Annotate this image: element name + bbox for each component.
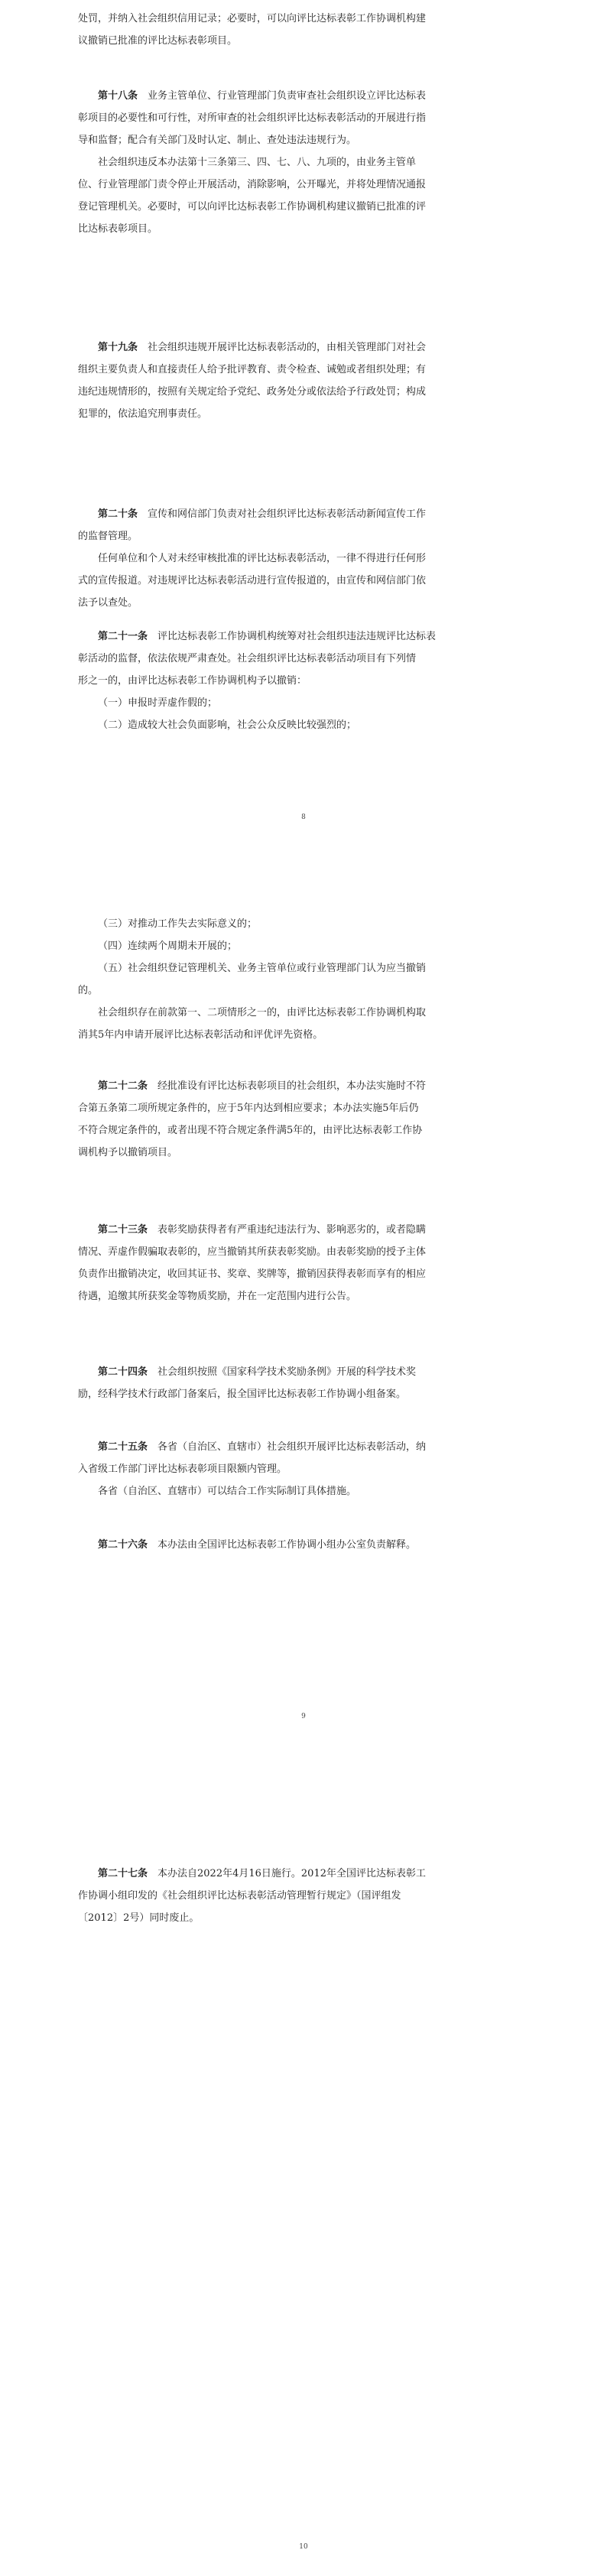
text-line: 的。 (78, 985, 99, 996)
text-line: 导和监督；配合有关部门及时认定、制止、查处违法违规行为。 (78, 135, 357, 146)
paragraph-block (78, 913, 537, 1046)
text-line (78, 1361, 537, 1383)
article-heading: 第二十二条 (98, 1080, 148, 1092)
text-line (78, 336, 537, 359)
text-line: 社会组织存在前款第一、二项情形之一的，由评比达标表彰工作协调机构取 (98, 1007, 427, 1018)
article-heading: 第二十五条 (98, 1441, 148, 1453)
text-line: 彰活动的监督，依法依规严肃查处。社会组织评比达标表彰活动项目有下列情 (78, 653, 417, 664)
text-line: 任何单位和个人对未经审核批准的评比达标表彰活动，一律不得进行任何形 (98, 553, 427, 564)
text-line: 登记管理机关。必要时，可以向评比达标表彰工作协调机构建议撤销已批准的评 (78, 201, 427, 213)
article-text: 本办法自2022年4月16日施行。2012年全国评比达标表彰工 (148, 1868, 426, 1879)
article-heading: 第二十六条 (98, 1539, 148, 1551)
text-line: 社会组织违反本办法第十三条第三、四、七、八、九项的，由业务主管单 (98, 157, 417, 168)
document-page-10 (0, 1727, 607, 2576)
text-line (78, 503, 537, 525)
text-line: 式的宣传报道。对违规评比达标表彰活动进行宣传报道的，由宣传和网信部门依 (78, 575, 427, 586)
page-number: 9 (301, 1713, 306, 1720)
document-page-8 (0, 0, 607, 832)
article-20 (78, 503, 537, 614)
article-heading: 第二十七条 (98, 1868, 148, 1879)
text-line: 法予以查处。 (78, 597, 138, 609)
article-27 (78, 1863, 537, 1929)
article-heading: 第十八条 (98, 90, 138, 102)
list-item: （五）社会组织登记管理机关、业务主管单位或行业管理部门认为应当撤销 (98, 963, 427, 974)
article-19 (78, 336, 537, 425)
list-item: （二）造成较大社会负面影响，社会公众反映比较强烈的； (98, 720, 357, 731)
article-26 (78, 1534, 537, 1556)
document-page-9 (0, 832, 607, 1727)
text-line: 不符合规定条件的，或者出现不符合规定条件满5年的，由评比达标表彰工作协 (78, 1125, 423, 1136)
text-line: 形之一的，由评比达标表彰工作协调机构予以撤销： (78, 675, 307, 687)
list-item: （四）连续两个周期未开展的； (98, 940, 238, 952)
page-number: 10 (299, 2543, 308, 2551)
text-line: 位、行业管理部门责令停止开展活动，消除影响，公开曝光，并将处理情况通报 (78, 179, 427, 190)
text-line (78, 1863, 537, 1885)
article-text: 评比达标表彰工作协调机构统筹对社会组织违法违规评比达标表 (148, 631, 437, 642)
text-line: 的监督管理。 (78, 531, 138, 542)
article-text: 宣传和网信部门负责对社会组织评比达标表彰活动新闻宣传工作 (138, 508, 427, 520)
paragraph-block (78, 8, 537, 52)
text-line (78, 1075, 537, 1097)
article-21 (78, 625, 537, 736)
text-line: 组织主要负责人和直接责任人给予批评教育、责令检查、诫勉或者组织处理；有 (78, 364, 427, 375)
article-text: 表彰奖励获得者有严重违纪违法行为、影响恶劣的，或者隐瞒 (148, 1224, 427, 1236)
article-text: 经批准设有评比达标表彰项目的社会组织，本办法实施时不符 (148, 1080, 427, 1092)
article-heading: 第二十四条 (98, 1366, 148, 1378)
article-heading: 第十九条 (98, 342, 138, 353)
text-line: 待遇，追缴其所获奖金等物质奖励，并在一定范围内进行公告。 (78, 1291, 357, 1302)
text-line: 各省（自治区、直辖市）可以结合工作实际制订具体措施。 (98, 1486, 357, 1497)
list-item: （三）对推动工作失去实际意义的； (98, 918, 258, 930)
article-heading: 第二十三条 (98, 1224, 148, 1236)
article-22 (78, 1075, 537, 1164)
text-line: 励，经科学技术行政部门备案后，报全国评比达标表彰工作协调小组备案。 (78, 1389, 407, 1400)
text-line: 彰项目的必要性和可行性，对所审查的社会组织评比达标表彰活动的开展进行指 (78, 112, 427, 124)
text-line: 处罚，并纳入社会组织信用记录；必要时，可以向评比达标表彰工作协调机构建 (78, 13, 427, 24)
text-line: 调机构予以撤销项目。 (78, 1147, 178, 1158)
article-25 (78, 1436, 537, 1502)
text-line: 比达标表彰项目。 (78, 223, 158, 235)
text-line: 合第五条第二项所规定条件的，应于5年内达到相应要求；本办法实施5年后仍 (78, 1103, 419, 1114)
list-item: （一）申报时弄虚作假的； (98, 697, 218, 709)
text-line (78, 85, 537, 107)
article-18 (78, 85, 537, 240)
article-23 (78, 1219, 537, 1307)
text-line: 入省级工作部门评比达标表彰项目限额内管理。 (78, 1463, 287, 1475)
text-line: 违纪违规情形的，按照有关规定给予党纪、政务处分或依法给予行政处罚；构成 (78, 386, 427, 398)
page-number: 8 (301, 814, 306, 821)
text-line (78, 1436, 537, 1458)
article-text: 社会组织违规开展评比达标表彰活动的，由相关管理部门对社会 (138, 342, 427, 353)
article-text: 本办法由全国评比达标表彰工作协调小组办公室负责解释。 (148, 1539, 417, 1551)
article-heading: 第二十条 (98, 508, 138, 520)
text-line (78, 1534, 537, 1556)
text-line: 犯罪的，依法追究刑事责任。 (78, 408, 208, 420)
text-line (78, 1219, 537, 1241)
article-text: 业务主管单位、行业管理部门负责审查社会组织设立评比达标表 (138, 90, 427, 102)
article-heading: 第二十一条 (98, 631, 148, 642)
text-line: 作协调小组印发的《社会组织评比达标表彰活动管理暂行规定》（国评组发 (78, 1890, 401, 1902)
text-line: 消其5年内申请开展评比达标表彰活动和评优评先资格。 (78, 1029, 323, 1041)
text-line: 情况、弄虚作假骗取表彰的，应当撤销其所获表彰奖励。由表彰奖励的授予主体 (78, 1246, 427, 1258)
article-24 (78, 1361, 537, 1405)
article-text: 社会组织按照《国家科学技术奖励条例》开展的科学技术奖 (148, 1366, 417, 1378)
text-line: 负责作出撤销决定，收回其证书、奖章、奖牌等，撤销因获得表彰而享有的相应 (78, 1269, 427, 1280)
text-line: 〔2012〕2号）同时废止。 (78, 1912, 200, 1924)
article-text: 各省（自治区、直辖市）社会组织开展评比达标表彰活动，纳 (148, 1441, 427, 1453)
text-line: 议撤销已批准的评比达标表彰项目。 (78, 35, 238, 47)
text-line (78, 625, 537, 648)
